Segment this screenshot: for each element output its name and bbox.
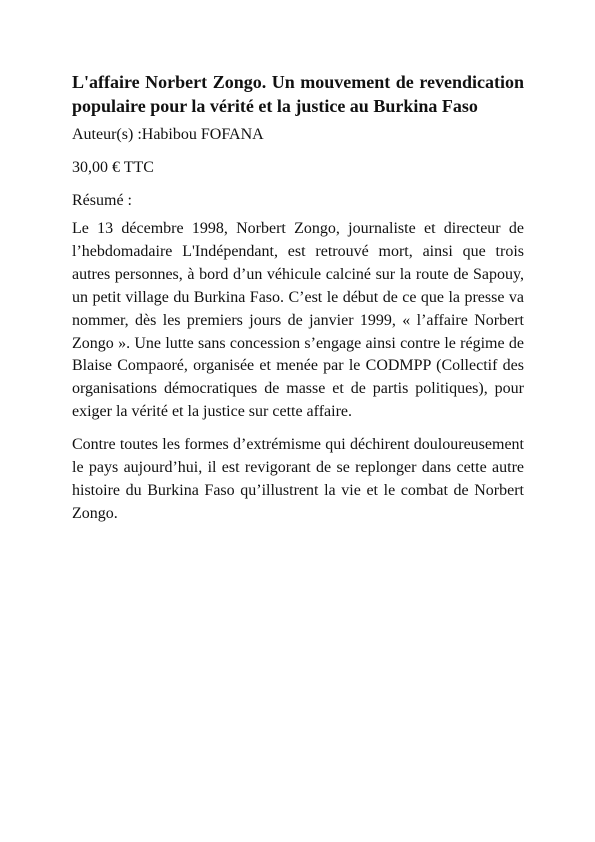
summary-label: Résumé : bbox=[72, 192, 132, 209]
summary-paragraph-2: Contre toutes les formes d’extrémisme qui déchirent douloureusement le pays aujourd’hui, il est revigorant de se replonger dans cette autre histoire du Burkina Faso qu’illustrent la vie et le combat de Norbert Zongo. bbox=[72, 436, 524, 522]
summary-paragraph-1: Le 13 décembre 1998, Norbert Zongo, journaliste et directeur de l’hebdomadaire L'Indépendant, est retrouvé mort, ainsi que trois autres personnes, à bord d’un véhicule calciné sur la route de Sapouy, un petit village du Burkina Faso. C’est le début de ce que la presse va nommer, dès les premiers jours de janvier 1999, « l’affaire Norbert Zongo ». Une lutte sans concession s’engage ainsi contre le régime de Blaise Compaoré, organisée et menée par le CODMPP (Collectif des organisations démocratiques de masse et de partis politiques), pour exiger la vérité et la justice sur cette affaire. bbox=[72, 220, 524, 421]
book-title: L'affaire Norbert Zongo. Un mouvement de revendication populaire pour la vérité et la justice au Burkina Faso bbox=[72, 72, 524, 116]
document-page bbox=[72, 70, 524, 536]
price: 30,00 € TTC bbox=[72, 159, 154, 176]
author-line: Auteur(s) :Habibou FOFANA bbox=[72, 126, 264, 143]
